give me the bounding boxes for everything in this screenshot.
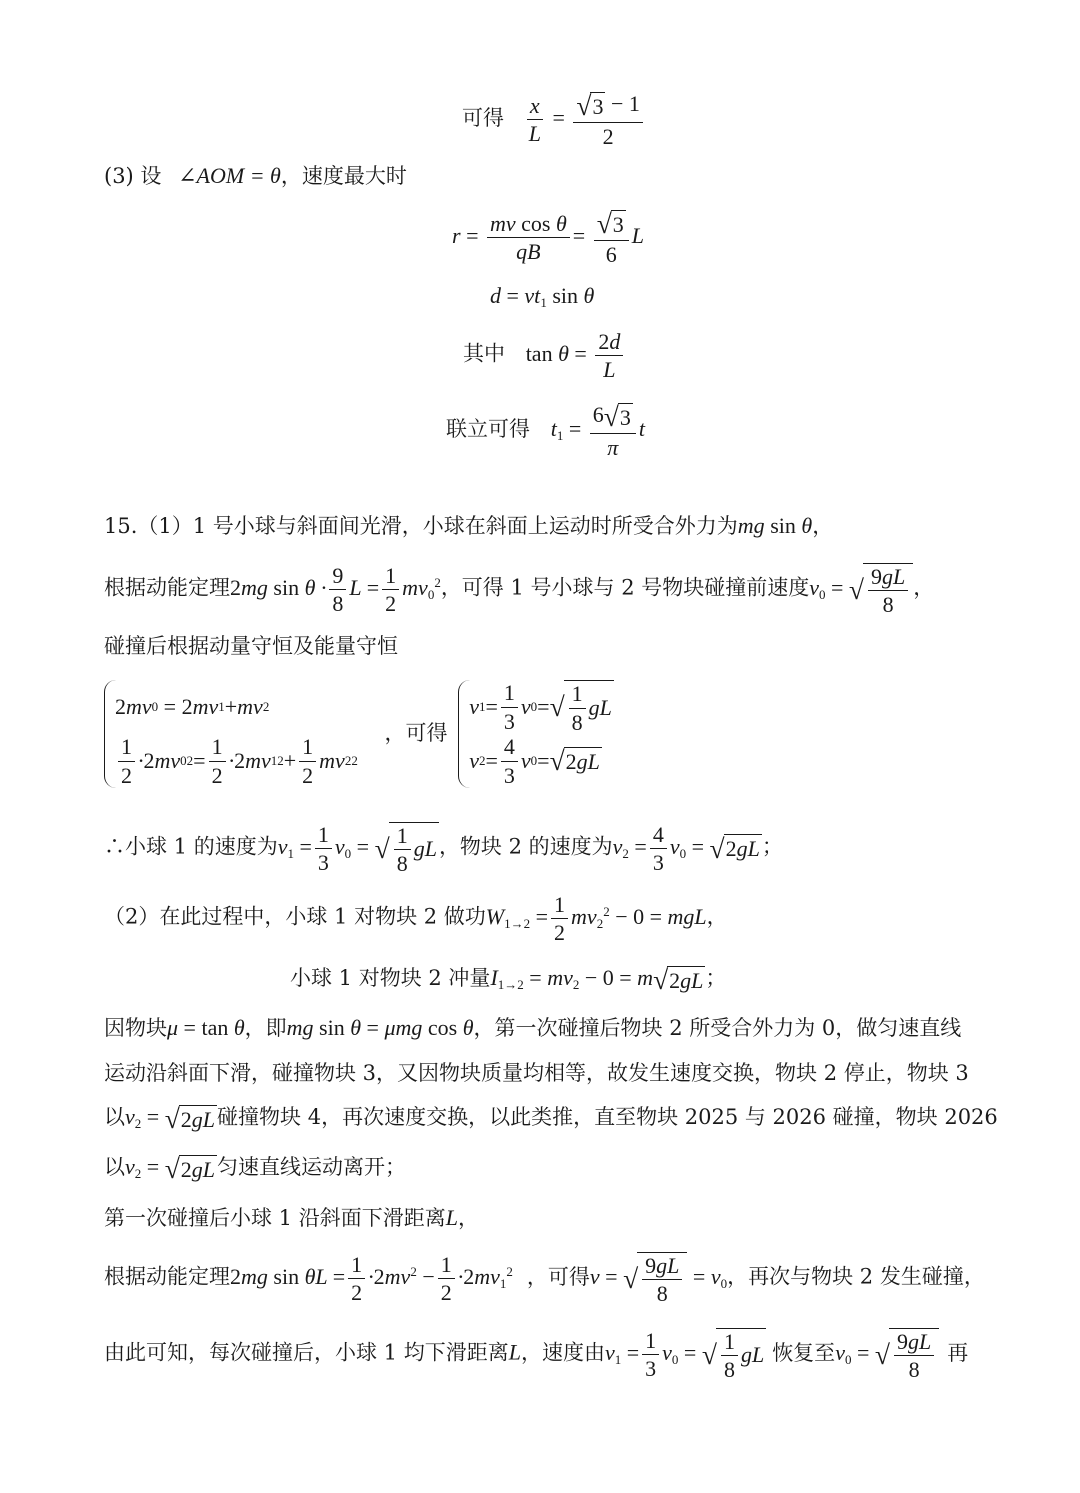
para-line-a: 因物块μ = tan θ，即mg sin θ = μmg cos θ，第一次碰撞后物块 2 所受合外力为 0，做匀速直线 (104, 1015, 962, 1040)
text-para-a1: 因物块 (104, 1016, 167, 1040)
para-line-e: 第一次碰撞后小球 1 沿斜面下滑距离L， (104, 1205, 479, 1230)
text-para-g2: ，速度由 (520, 1340, 605, 1365)
text-para-g3: 恢复至 (772, 1340, 836, 1365)
eq-d: $d = vt_1$ sin θ (490, 283, 595, 310)
text-para-d2: 匀速直线运动离开； (217, 1155, 407, 1179)
conclusion-line: ∴小球 1 的速度为$v_1$ = $\frac{1}{3}$ $v_0$ = √ $\frac{1}{8}$ gL ，物块 2 的速度为$v_2$ = $\frac{4}{3}$ $v_0$ = √ 2 gL ； (104, 822, 783, 877)
text-comma: ， (913, 575, 935, 600)
para-line-b (104, 1061, 969, 1086)
text-lian-li: 联立可得 (446, 416, 530, 441)
part2-work: （2）在此过程中，小球 1 对物块 2 做功$W_{1\to 2}$ = $\frac{1}{2}$ $mv_2^2 - 0$ = mgL， (104, 892, 728, 946)
text-para-d1: 以 (104, 1155, 125, 1179)
system-left: 2 mv 0 = 2 mv 1 + mv 2 $\frac{1}{2}$ · 2 mv 0 2 = $\frac{1}{2}$ · 2 mv 1 2 + $\frac{1}{2}$ mv 2 2 (104, 680, 358, 788)
para-line-g: 由此可知，每次碰撞后，小球 1 均下滑距离L，速度由$v_1$ = $\frac{1}{3}$ $v_0$ = √ $\frac{1}{8}$ gL 恢复至$v_0$ = √ $\frac{9gL}{8}$ 再 (104, 1328, 969, 1383)
text-comma-ke-de: ，可得 (384, 721, 448, 746)
text-semicolon: ； (761, 834, 783, 859)
text-q15-3: 碰撞后根据动量守恒及能量守恒 (104, 634, 398, 658)
text-semicolon: ； (705, 966, 727, 990)
text-para-a2: ，即 (244, 1016, 287, 1040)
para-line-f: 根据动能定理2mg sin θL = $\frac{1}{2}$ $\cdot 2mv^2$ − $\frac{1}{2}$ $\cdot 2mv_1^2$ ，可得v = √ $\frac{9gL}{8}$ = $v_0$，再次与物块 2 发生碰撞， (104, 1252, 985, 1307)
text-para-c1: 以 (104, 1105, 125, 1129)
text-para-e1: 第一次碰撞后小球 1 沿斜面下滑距离 (104, 1206, 446, 1230)
text-q15-2b: ，可得 1 号小球与 2 号物块碰撞前速度 (440, 575, 810, 600)
text-q15-1: 15.（1）1 号小球与斜面间光滑，小球在斜面上运动时所受合外力为 (104, 514, 738, 538)
text-para-f1: 根据动能定理 (104, 1264, 230, 1289)
text-ke-de: 可得 (462, 105, 504, 130)
text-part2-a: （2）在此过程中，小球 1 对物块 2 做功 (104, 904, 486, 929)
text-qi-zhong: 其中 (463, 341, 505, 366)
impulse-line: 小球 1 对物块 2 冲量$I_{1\to 2} = mv_2 - 0 = m$ √ 2 gL ； (290, 964, 727, 996)
text-para-g4: 再 (947, 1340, 969, 1365)
text-q15-2a: 根据动能定理 (104, 575, 230, 600)
text-conclusion-b: ，物块 2 的速度为 (438, 834, 613, 859)
text-part3-tail: ，速度最大时 (280, 164, 407, 188)
para-line-c: 以$v_2$ = √ 2 gL 碰撞物块 4，再次速度交换，以此类推，直至物块 2025 与 2026 碰撞，物块 2026 (104, 1103, 998, 1135)
text-comma: ， (812, 514, 834, 538)
equation-system (104, 680, 614, 788)
text-para-c2: 碰撞物块 4，再次速度交换，以此类推，直至物块 2025 与 2026 碰撞，物块 2026 (217, 1105, 998, 1129)
text-para-f3: ，再次与物块 2 发生碰撞， (727, 1264, 985, 1289)
q15-line1: 15.（1）1 号小球与斜面间光滑，小球在斜面上运动时所受合外力为mg sin θ， (104, 513, 834, 538)
text-comma: ， (706, 904, 728, 929)
eq-radius: r = $\frac{\text{mv cos θ}}{qB}$ = √ 3 6 L (452, 208, 645, 267)
q15-line2: 根据动能定理2mg sin θ · $\frac{9}{8}$ L = $\frac{1}{2}$ $mv_0^2$，可得 1 号小球与 2 号物块碰撞前速度$v_0$ = √ $\frac{9gL}{8}$ ， (104, 563, 935, 618)
system-right: v 1 = $\frac{1}{3}$ v 0 = √ $\frac{1}{8}$ gL v 2 = $\frac{4}{3}$ v 0 = √ 2 gL (458, 680, 614, 788)
para-line-d: 以$v_2$ = √ 2 gL 匀速直线运动离开； (104, 1153, 407, 1185)
eq-x-over-l: 可得 $\frac{x}{L}$ = √ 3 − 1 2 (462, 92, 646, 148)
text-para-a3: ，第一次碰撞后物块 2 所受合外力为 0，做匀速直线 (473, 1016, 962, 1040)
text-para-e2: ， (457, 1206, 479, 1230)
part3-intro: (3) 设 ∠AOM = θ，速度最大时 (104, 163, 407, 188)
text-para-f2: ，可得 (526, 1264, 590, 1289)
text-impulse-a: 小球 1 对物块 2 冲量 (290, 966, 491, 990)
text-para-b: 运动沿斜面下滑，碰撞物块 3，又因物块质量均相等，故发生速度交换，物块 2 停止，物块 3 (104, 1061, 969, 1085)
text-para-g1: 由此可知，每次碰撞后，小球 1 均下滑距离 (104, 1340, 509, 1365)
q15-line3 (104, 634, 398, 659)
text-part3-label: (3) 设 (104, 164, 162, 188)
eq-t1: 联立可得 $t_1$ = 6 √ 3 π t (446, 401, 645, 460)
text-conclusion-a: ∴小球 1 的速度为 (104, 834, 278, 859)
eq-tan: 其中 tan θ = $\frac{2d}{L}$ (463, 330, 626, 381)
